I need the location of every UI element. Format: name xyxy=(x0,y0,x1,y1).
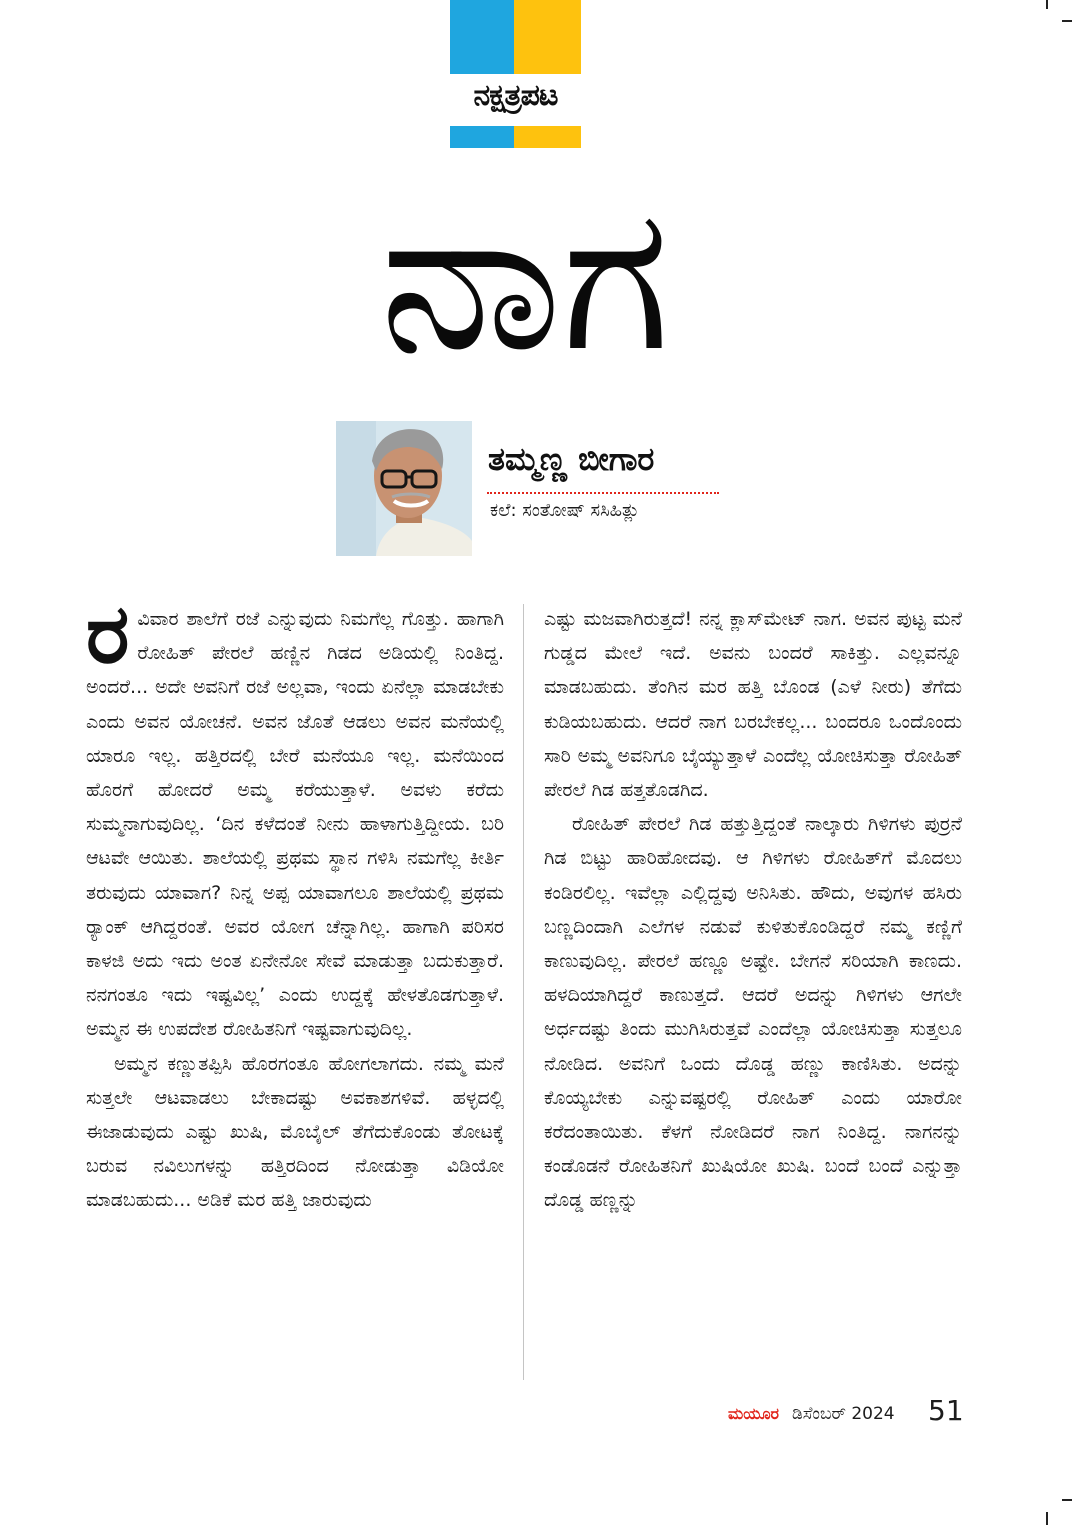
body-paragraph xyxy=(86,587,504,1047)
author-name: ತಮ್ಮಣ್ಣ ಬೀಗಾರ xyxy=(488,440,655,478)
crop-mark-right-bottom xyxy=(1062,1499,1072,1501)
author-portrait-icon xyxy=(336,421,472,556)
byline-divider xyxy=(487,492,719,494)
section-name: ನಕ್ಷತ್ರಪಟ xyxy=(473,78,558,113)
page-number: 51 xyxy=(928,1394,964,1427)
page-footer xyxy=(728,1394,963,1430)
body-paragraph: ಅಮ್ಮನ ಕಣ್ಣುತಪ್ಪಿಸಿ ಹೊರಗಂತೂ ಹೋಗಲಾಗದು. ನಮ್ಮ ಮನೆ ಸುತ್ತಲೇ ಆಟವಾಡಲು ಬೇಕಾದಷ್ಟು ಅವಕಾಶಗಳಿವೆ. ಹಳ್ಳದಲ್ಲಿ ಈಜಾಡುವುದು ಎಷ್ಟು ಖುಷಿ, ಮೊಬೈಲ್ ತೆಗೆದುಕೊಂಡು ತೋಟಕ್ಕೆ ಬರುವ ನವಿಲುಗಳನ್ನು ಹತ್ತಿರದಿಂದ ನೋಡುತ್ತಾ ವಿಡಿಯೋ ಮಾಡಬಹುದು... ಅಡಿಕೆ ಮರ ಹತ್ತಿ ಜಾರುವುದು xyxy=(86,1052,504,1212)
crop-mark-right-top xyxy=(1062,20,1072,22)
illustration-credit: ಕಲೆ: ಸಂತೋಷ್ ಸಸಿಹಿತ್ಲು xyxy=(490,500,640,521)
body-paragraph: ಎಷ್ಟು ಮಜವಾಗಿರುತ್ತದೆ! ನನ್ನ ಕ್ಲಾಸ್‌ಮೇಟ್ ನಾಗ. ಅವನ ಪುಟ್ಟ ಮನೆ ಗುಡ್ಡದ ಮೇಲೆ ಇದೆ. ಅವನು ಬಂದರೆ ಸಾಕಿತ್ತು. ಎಲ್ಲವನ್ನೂ ಮಾಡಬಹುದು. ತೆಂಗಿನ ಮರ ಹತ್ತಿ ಬೊಂಡ (ಎಳೆ ನೀರು) ತೆಗೆದು ಕುಡಿಯಬಹುದು. ಆದರೆ ನಾಗ ಬರಬೇಕಲ್ಲ... ಬಂದರೂ ಒಂದೊಂದು ಸಾರಿ ಅಮ್ಮ ಅವನಿಗೂ ಬೈಯ್ಯುತ್ತಾಳೆ ಎಂದೆಲ್ಲ ಯೋಚಿಸುತ್ತಾ ರೋಹಿತ್ ಪೇರಲೆ ಗಿಡ ಹತ್ತತೊಡಗಿದ. xyxy=(544,608,962,802)
body-column-left xyxy=(86,587,504,1218)
body-column-right xyxy=(544,602,962,1218)
drop-cap: ರ xyxy=(86,587,130,682)
body-paragraph: ರೋಹಿತ್ ಪೇರಲೆ ಗಿಡ ಹತ್ತುತ್ತಿದ್ದಂತೆ ನಾಲ್ಕಾರು ಗಿಳಿಗಳು ಪುರ್‍ರನೆ ಗಿಡ ಬಿಟ್ಟು ಹಾರಿಹೋದವು. ಆ ಗಿಳಿಗಳು ರೋಹಿತ್‌ಗೆ ಮೊದಲು ಕಂಡಿರಲಿಲ್ಲ. ಇವೆಲ್ಲಾ ಎಲ್ಲಿದ್ದವು ಅನಿಸಿತು. ಹೌದು, ಅವುಗಳ ಹಸಿರು ಬಣ್ಣದಿಂದಾಗಿ ಎಲೆಗಳ ನಡುವೆ ಕುಳಿತುಕೊಂಡಿದ್ದರೆ ನಮ್ಮ ಕಣ್ಣಿಗೆ ಕಾಣುವುದಿಲ್ಲ. ಪೇರಲೆ ಹಣ್ಣೂ ಅಷ್ಟೇ. ಬೇಗನೆ ಸರಿಯಾಗಿ ಕಾಣದು. ಹಳದಿಯಾಗಿದ್ದರೆ ಕಾಣುತ್ತದೆ. ಆದರೆ ಅದನ್ನು ಗಿಳಿಗಳು ಆಗಲೇ ಅರ್ಧದಷ್ಟು ತಿಂದು ಮುಗಿಸಿರುತ್ತವೆ ಎಂದೆಲ್ಲಾ ಯೋಚಿಸುತ್ತಾ ಸುತ್ತಲೂ ನೋಡಿದ. ಅವನಿಗೆ ಒಂದು ದೊಡ್ಡ ಹಣ್ಣು ಕಾಣಿಸಿತು. ಅದನ್ನು ಕೊಯ್ಯಬೇಕು ಎನ್ನುವಷ್ಟರಲ್ಲಿ ರೋಹಿತ್ ಎಂದು ಯಾರೋ ಕರೆದಂತಾಯಿತು. ಕೆಳಗೆ ನೋಡಿದರೆ ನಾಗ ನಿಂತಿದ್ದ. ನಾಗನನ್ನು ಕಂಡೊಡನೆ ರೋಹಿತನಿಗೆ ಖುಷಿಯೋ ಖುಷಿ. ಬಂದೆ ಬಂದೆ ಎನ್ನುತ್ತಾ ದೊಡ್ಡ ಹಣ್ಣನ್ನು xyxy=(544,813,962,1212)
story-title: ನಾಗ xyxy=(379,163,670,396)
section-logo xyxy=(450,0,581,148)
crop-mark-bottom-right xyxy=(1046,1512,1048,1525)
issue-month: ಡಿಸೆಂಬರ್ 2024 xyxy=(792,1404,895,1424)
crop-mark-top-right xyxy=(1046,0,1048,9)
magazine-brand: ಮಯೂರ xyxy=(728,1404,780,1423)
paragraph-text: ವಿವಾರ ಶಾಲೆಗೆ ರಜೆ ಎನ್ನುವುದು ನಿಮಗೆಲ್ಲ ಗೊತ್ತು. ಹಾಗಾಗಿ ರೋಹಿತ್ ಪೇರಲೆ ಹಣ್ಣಿನ ಗಿಡದ ಅಡಿಯಲ್ಲಿ ನಿಂತಿದ್ದ. ಅಂದರೆ... ಅದೇ ಅವನಿಗೆ ರಜೆ ಅಲ್ಲವಾ, ಇಂದು ಏನೆಲ್ಲಾ ಮಾಡಬೇಕು ಎಂದು ಅವನ ಯೋಚನೆ. ಅವನ ಜೊತೆ ಆಡಲು ಅವನ ಮನೆಯಲ್ಲಿ ಯಾರೂ ಇಲ್ಲ. ಹತ್ತಿರದಲ್ಲಿ ಬೇರೆ ಮನೆಯೂ ಇಲ್ಲ. ಮನೆಯಿಂದ ಹೊರಗೆ ಹೋದರೆ ಅಮ್ಮ ಕರೆಯುತ್ತಾಳೆ. ಅವಳು ಕರೆದು ಸುಮ್ಮನಾಗುವುದಿಲ್ಲ. ‘ದಿನ ಕಳೆದಂತೆ ನೀನು ಹಾಳಾಗುತ್ತಿದ್ದೀಯ. ಬರಿ ಆಟವೇ ಆಯಿತು. ಶಾಲೆಯಲ್ಲಿ ಪ್ರಥಮ ಸ್ಥಾನ ಗಳಿಸಿ ನಮಗೆಲ್ಲ ಕೀರ್ತಿ ತರುವುದು ಯಾವಾಗ? ನಿನ್ನ ಅಪ್ಪ ಯಾವಾಗಲೂ ಶಾಲೆಯಲ್ಲಿ ಪ್ರಥಮ ರ್‍ಯಾಂಕ್ ಆಗಿದ್ದರಂತೆ. ಅವರ ಯೋಗ ಚೆನ್ನಾಗಿಲ್ಲ. ಹಾಗಾಗಿ ಪರಿಸರ ಕಾಳಜಿ ಅದು ಇದು ಅಂತ ಏನೇನೋ ಸೇವೆ ಮಾಡುತ್ತಾ ಬದುಕುತ್ತಾರೆ. ನನಗಂತೂ ಇದು ಇಷ್ಟವಿಲ್ಲ’ ಎಂದು ಉದ್ದಕ್ಕೆ ಹೇಳತೊಡಗುತ್ತಾಳೆ. ಅಮ್ಮನ ಈ ಉಪದೇಶ ರೋಹಿತನಿಗೆ ಇಷ್ಟವಾಗುವುದಿಲ್ಲ. xyxy=(86,608,504,1041)
column-divider xyxy=(523,604,524,1380)
